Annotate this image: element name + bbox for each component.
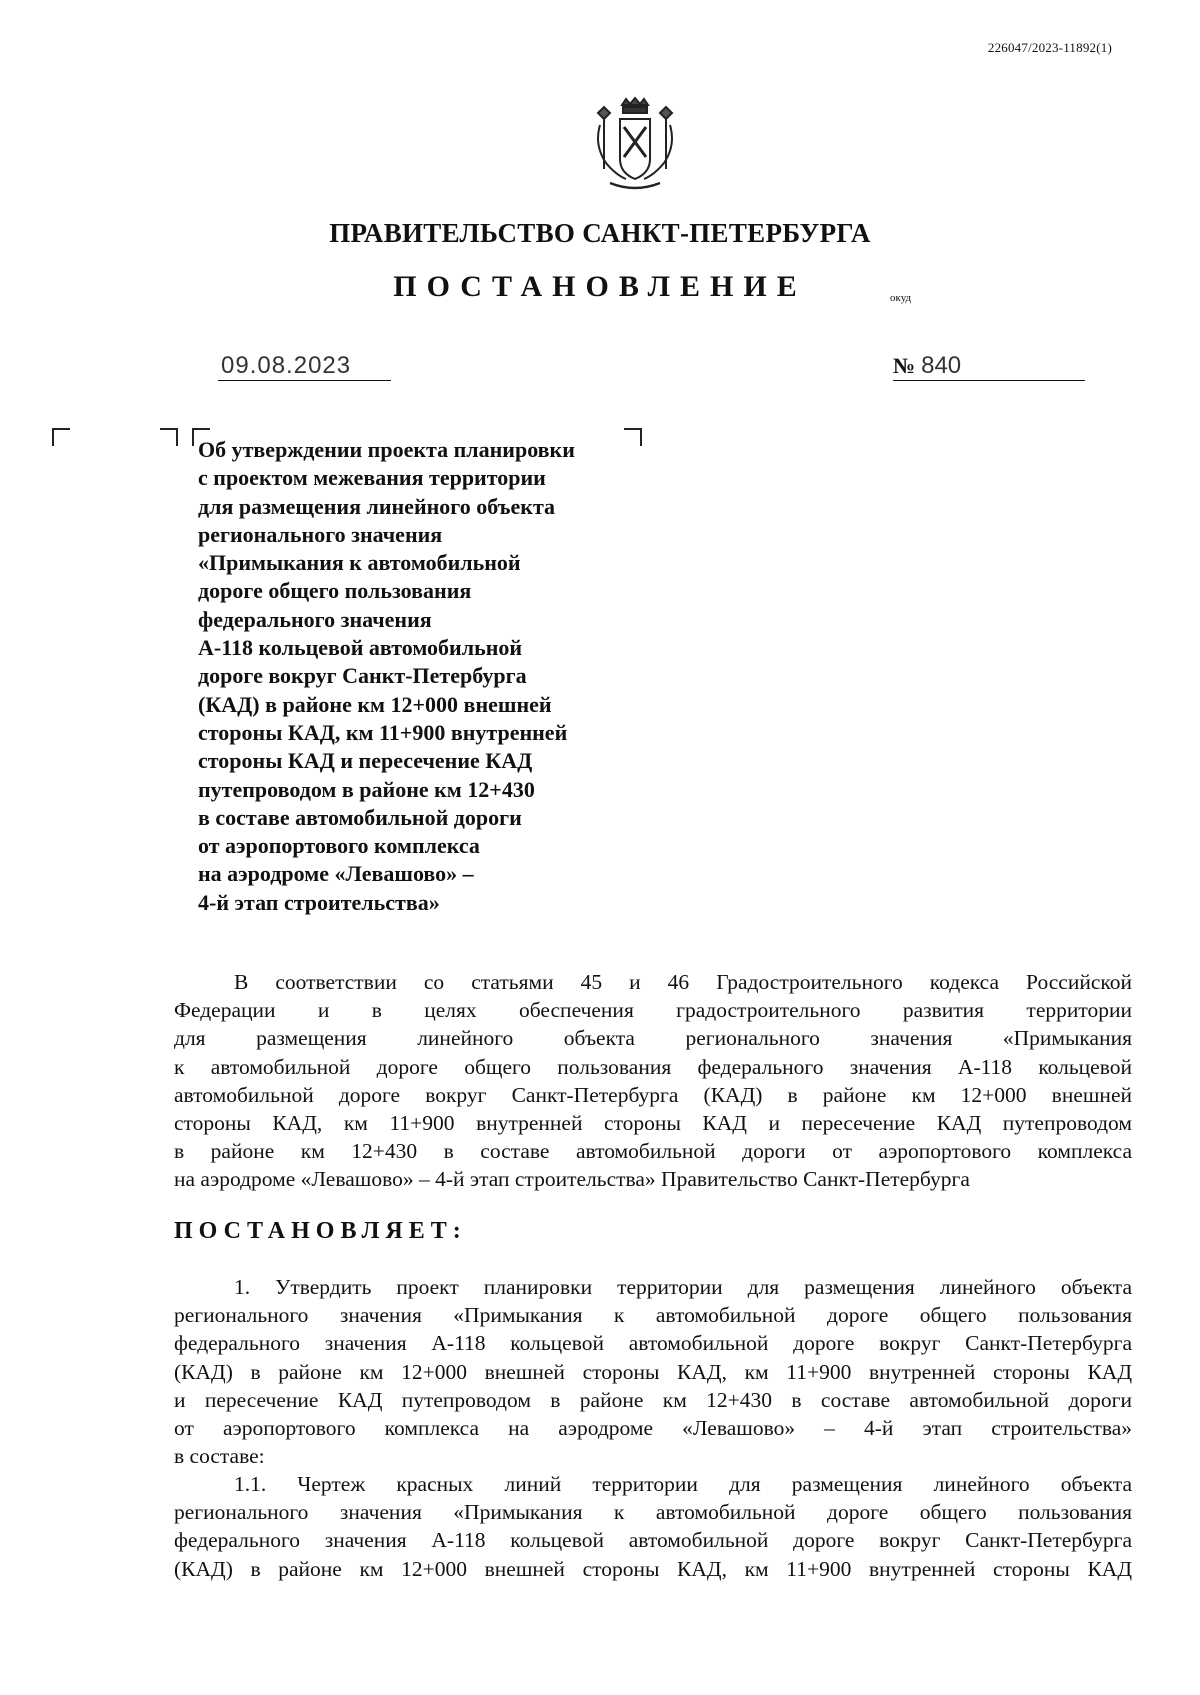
text-line: В соответствии со статьями 45 и 46 Градостроительного кодекса Российской <box>234 970 1132 994</box>
subject-line: А-118 кольцевой автомобильной <box>198 635 523 661</box>
text-line: от аэропортового комплекса на аэродроме «Левашово» – 4-й этап строительства» <box>174 1415 1132 1440</box>
subject-line: путепроводом в районе км 12+430 <box>198 776 535 802</box>
text-line: федерального значения А-118 кольцевой автомобильной дороге вокруг Санкт-Петербурга <box>174 1528 1132 1553</box>
text-line: Федерации и в целях обеспечения градостроительного развития территории <box>174 998 1132 1023</box>
corner-mark-top-left <box>52 428 70 446</box>
coat-of-arms-emblem <box>590 95 680 195</box>
text-line: на аэродроме «Левашово» – 4-й этап строительства» Правительство Санкт-Петербурга <box>174 1167 970 1192</box>
subject-line: стороны КАД, км 11+900 внутренней <box>198 719 568 745</box>
number-sign: № <box>893 353 916 378</box>
subject-line: регионального значения <box>198 521 443 547</box>
text-line: и пересечение КАД путепроводом в районе км 12+430 в составе автомобильной дороги <box>174 1387 1132 1412</box>
subject-line: для размещения линейного объекта <box>198 493 556 519</box>
text-line: 1. Утвердить проект планировки территории для размещения линейного объекта <box>234 1275 1132 1299</box>
document-date: 09.08.2023 <box>218 352 391 381</box>
subject-line: от аэропортового комплекса <box>198 833 480 859</box>
subject-line: стороны КАД и пересечение КАД <box>198 748 533 774</box>
government-title: ПРАВИТЕЛЬСТВО САНКТ-ПЕТЕРБУРГА <box>329 218 871 248</box>
text-line: (КАД) в районе км 12+000 внешней стороны КАД, км 11+900 внутренней стороны КАД <box>174 1359 1132 1384</box>
subject-line: «Примыкания к автомобильной <box>198 550 521 576</box>
okud-label: окуд <box>890 292 912 304</box>
text-line: (КАД) в районе км 12+000 внешней стороны КАД, км 11+900 внутренней стороны КАД <box>174 1556 1132 1581</box>
subject-line: с проектом межевания территории <box>198 465 546 491</box>
text-line: стороны КАД, км 11+900 внутренней стороны КАД и пересечение КАД путепроводом <box>174 1110 1132 1135</box>
text-line: в районе км 12+430 в составе автомобильной дороги от аэропортового комплекса <box>174 1139 1132 1164</box>
text-line: регионального значения «Примыкания к автомобильной дороге общего пользования <box>174 1500 1132 1525</box>
document-id: 226047/2023-11892(1) <box>987 40 1112 55</box>
subject-line: 4-й этап строительства» <box>198 889 440 915</box>
subject-line: в составе автомобильной дороги <box>198 804 522 830</box>
corner-mark-top-right <box>160 428 178 446</box>
subject-line: дороге вокруг Санкт-Петербурга <box>198 663 527 689</box>
subject-line: федерального значения <box>198 606 432 632</box>
text-line: федерального значения А-118 кольцевой автомобильной дороге вокруг Санкт-Петербурга <box>174 1331 1132 1356</box>
document-number-field <box>893 352 1085 381</box>
text-line: для размещения линейного объекта регионального значения «Примыкания <box>174 1026 1132 1051</box>
item-1-paragraph <box>174 1273 1132 1470</box>
subject-line: дороге общего пользования <box>198 578 472 604</box>
subject-line: на аэродроме «Левашово» – <box>198 861 474 887</box>
subject-line: Об утверждении проекта планировки <box>198 437 575 462</box>
text-line: в составе: <box>174 1444 265 1469</box>
subject-block <box>198 436 648 917</box>
text-line: 1.1. Чертеж красных линий территории для размещения линейного объекта <box>234 1472 1132 1496</box>
text-line: к автомобильной дороге общего пользования федерального значения А-118 кольцевой <box>174 1054 1132 1079</box>
document-number: 840 <box>921 352 962 379</box>
text-line: автомобильной дороге вокруг Санкт-Петербурга (КАД) в районе км 12+000 внешней <box>174 1082 1132 1107</box>
decree-heading: ПОСТАНОВЛЯЕТ: <box>174 1218 467 1244</box>
document-type-title: ПОСТАНОВЛЕНИЕ <box>393 270 807 303</box>
preamble-paragraph <box>174 968 1132 1194</box>
subject-line: (КАД) в районе км 12+000 внешней <box>198 691 552 717</box>
item-1-1-paragraph <box>174 1470 1132 1583</box>
text-line: регионального значения «Примыкания к автомобильной дороге общего пользования <box>174 1303 1132 1328</box>
